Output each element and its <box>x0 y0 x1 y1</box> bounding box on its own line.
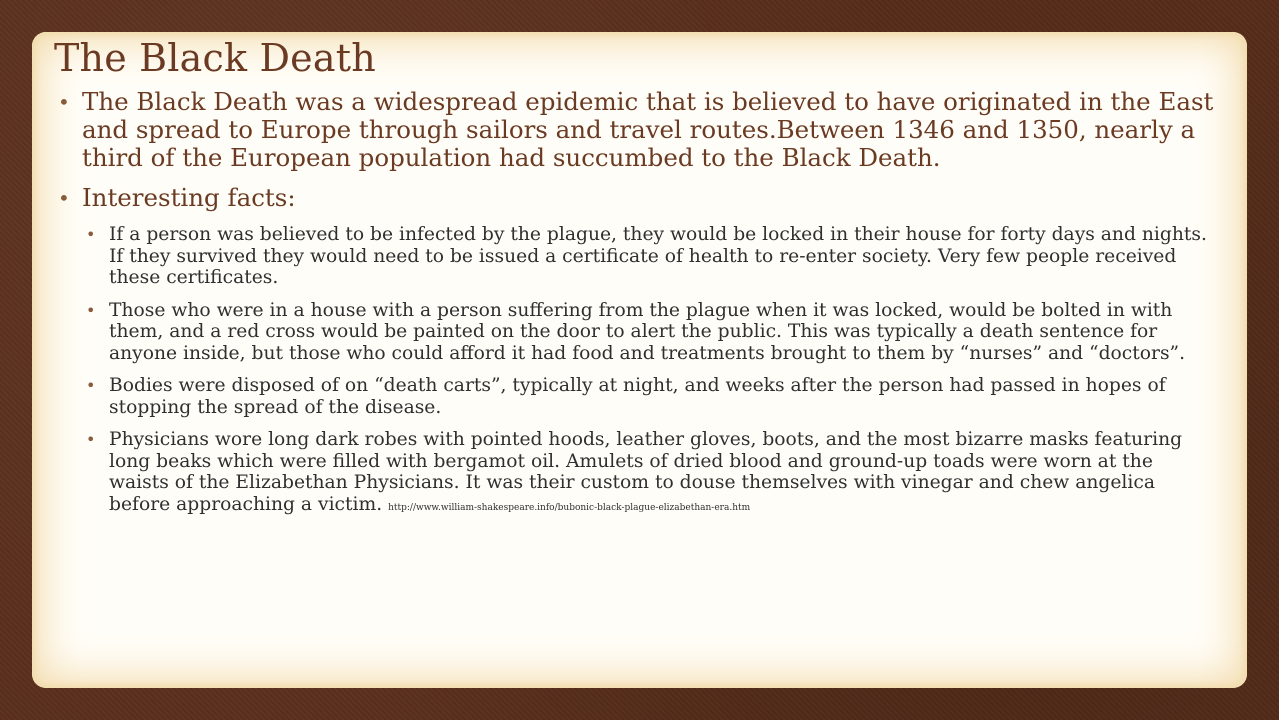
bullet-icon: • <box>86 225 96 244</box>
bullet-icon: • <box>86 430 96 449</box>
source-link[interactable]: http://www.william-shakespeare.info/bubonic-black-plague-elizabethan-era.htm <box>388 502 751 513</box>
bullet-list <box>56 88 1216 515</box>
slide-card <box>32 32 1247 688</box>
slide-title: The Black Death <box>54 36 376 80</box>
bullet-icon: • <box>86 300 96 320</box>
bullet-intro-text: The Black Death was a widespread epidemic that is believed to have originated in the East and spread to Europe through sailors and travel routes.Between 1346 and 1350, nearly a third of the European population had succumbed to the Black Death. <box>82 87 1214 172</box>
sub-bullet-red-cross <box>82 300 1216 365</box>
bullet-intro <box>56 88 1216 172</box>
sub-bullet-physicians <box>82 429 1216 515</box>
bullet-interesting-facts-text: Interesting facts: <box>82 183 296 212</box>
bullet-interesting-facts <box>56 184 1216 515</box>
sub-bullet-text: Those who were in a house with a person suffering from the plague when it was locked, would be bolted in with them, and a red cross would be painted on the door to alert the public. This was typically a death sentence for anyone inside, but those who could afford it had food and treatments brought to them by “nurses” and “doctors”. <box>109 299 1186 364</box>
bullet-icon: • <box>86 376 96 395</box>
sub-bullet-text: If a person was believed to be infected by the plague, they would be locked in their house for forty days and nights. If they survived they would need to be issued a certificate of health to re-enter society. Very few people received these certificates. <box>109 224 1207 288</box>
bullet-icon: • <box>58 90 70 114</box>
sub-bullet-quarantine <box>82 224 1216 289</box>
sub-bullet-death-carts <box>82 375 1216 418</box>
sub-bullet-list <box>82 224 1216 515</box>
bullet-icon: • <box>58 186 70 210</box>
slide-content <box>56 88 1216 527</box>
sub-bullet-text: Bodies were disposed of on “death carts”, typically at night, and weeks after the person had passed in hopes of stopping the spread of the disease. <box>109 375 1166 418</box>
sub-bullet-text: Physicians wore long dark robes with pointed hoods, leather gloves, boots, and the most bizarre masks featuring long beaks which were filled with bergamot oil. Amulets of dried blood and ground-up toads were worn at the waists of the Elizabethan Physicians. It was their custom to douse themselves with vinegar and chew angelica before approaching a victim. <box>109 429 1183 515</box>
